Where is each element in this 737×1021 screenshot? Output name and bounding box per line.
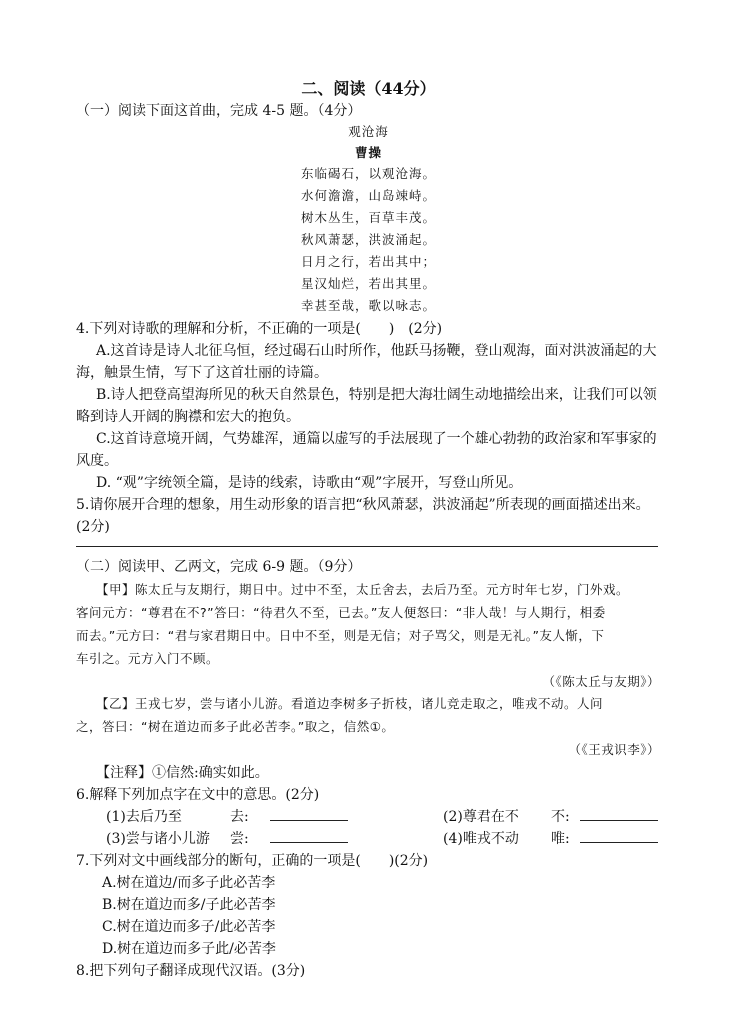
q4-option-b: B.诗人把登高望海所见的秋天自然景色，特别是把大海壮阔生动地描绘出来，让我们可以领 [96,387,657,403]
poem-title: 观沧海 [348,124,389,139]
poem-line: 树木丛生，百草丰茂。 [300,210,436,225]
poem-author: 曹操 [354,145,382,160]
q6-item-2: (2)尊君在不 [443,809,519,825]
poem-line: 秋风萧瑟，洪波涌起。 [300,232,436,247]
q6-item-1-word: 去: [230,809,249,825]
poem-line: 日月之行，若出其中； [300,254,436,269]
q7-option-b: B.树在道边而多/子此必苦李 [102,897,276,913]
q5-stem: 5.请你展开合理的想象，用生动形象的语言把“秋风萧瑟，洪波涌起”所表现的画面描述出来。 [76,497,650,513]
part1-intro: （一）阅读下面这首曲，完成 4-5 题。（4分） [76,103,362,119]
passage-jia-line: 客问元方：“尊君在不?”答曰：“待君久不至，已去。”友人便怒曰：“非人哉！与人期行，相委 [76,605,606,620]
passage-jia: 【甲】陈太丘与友期行，期日中。过中不至，太丘舍去，去后乃至。元方时年七岁，门外戏。 [96,582,630,597]
q6-stem: 6.解释下列加点字在文中的意思。(2分) [76,787,320,803]
passage-yi: 【乙】王戎七岁，尝与诸小儿游。看道边李树多子折枝，诸儿竞走取之，唯戎不动。人问 [96,696,604,711]
annotation-note: 【注释】①信然:确实如此。 [96,765,269,781]
q6-blank-4[interactable] [580,828,658,843]
answer-line [76,546,658,547]
section-title: 二、阅读（44分） [301,79,436,98]
q7-option-d: D.树在道边而多子此/必苦李 [102,941,276,957]
q4-option-d: D. “观”字统领全篇，是诗的线索，诗歌由“观”字展开，写登山所见。 [96,475,523,491]
poem-line: 水何澹澹，山岛竦峙。 [300,188,436,203]
passage-jia-line: 而去。”元方曰：“君与家君期日中。日中不至，则是无信；对子骂父，则是无礼。”友人惭，下 [76,628,605,643]
part2-intro: （二）阅读甲、乙两文，完成 6-9 题。（9分） [76,559,362,575]
q4-stem: 4.下列对诗歌的理解和分析，不正确的一项是( ) (2分) [76,321,443,337]
q6-item-3-word: 尝: [230,831,249,847]
q4-option-a-cont: 海，触景生情，写下了这首壮丽的诗篇。 [76,365,328,381]
q4-option-b-cont: 略到诗人开阔的胸襟和宏大的抱负。 [76,409,300,425]
poem-line: 东临碣石，以观沧海。 [300,166,436,181]
passage-yi-source: （《王戎识李》） [568,742,660,757]
q5-points: (2分) [76,519,110,535]
q4-option-a: A.这首诗是诗人北征乌恒，经过碣石山时所作，他跃马扬鞭，登山观海，面对洪波涌起的大 [96,343,657,359]
passage-jia-source: （《陈太丘与友期》） [542,674,660,689]
passage-yi-line: 之，答曰：“树在道边而多子此必苦李。”取之，信然①。 [76,719,395,734]
q6-blank-2[interactable] [580,806,658,821]
q7-option-c: C.树在道边而多子/此必苦李 [102,919,276,935]
q7-stem: 7.下列对文中画线部分的断句，正确的一项是( )(2分) [76,853,429,869]
q4-option-c: C.这首诗意境开阔，气势雄浑，通篇以虚写的手法展现了一个雄心勃勃的政治家和军事家的 [96,431,657,447]
poem-line: 星汉灿烂，若出其里。 [300,276,436,291]
q4-option-c-cont: 风度。 [76,453,118,469]
passage-jia-line: 车引之。元方入门不顾。 [76,651,220,666]
q6-item-1: (1)去后乃至 [106,809,182,825]
q7-option-a: A.树在道边/而多子此必苦李 [102,875,276,891]
q6-blank-1[interactable] [270,806,348,821]
q8-stem: 8.把下列句子翻译成现代汉语。(3分) [76,963,306,979]
q6-item-3: (3)尝与诸小儿游 [106,831,210,847]
q6-blank-3[interactable] [270,828,348,843]
q6-item-4: (4)唯戎不动 [443,831,519,847]
poem-line: 幸甚至哉，歌以咏志。 [300,298,436,313]
q6-item-2-word: 不: [551,809,570,825]
q6-item-4-word: 唯: [551,831,570,847]
